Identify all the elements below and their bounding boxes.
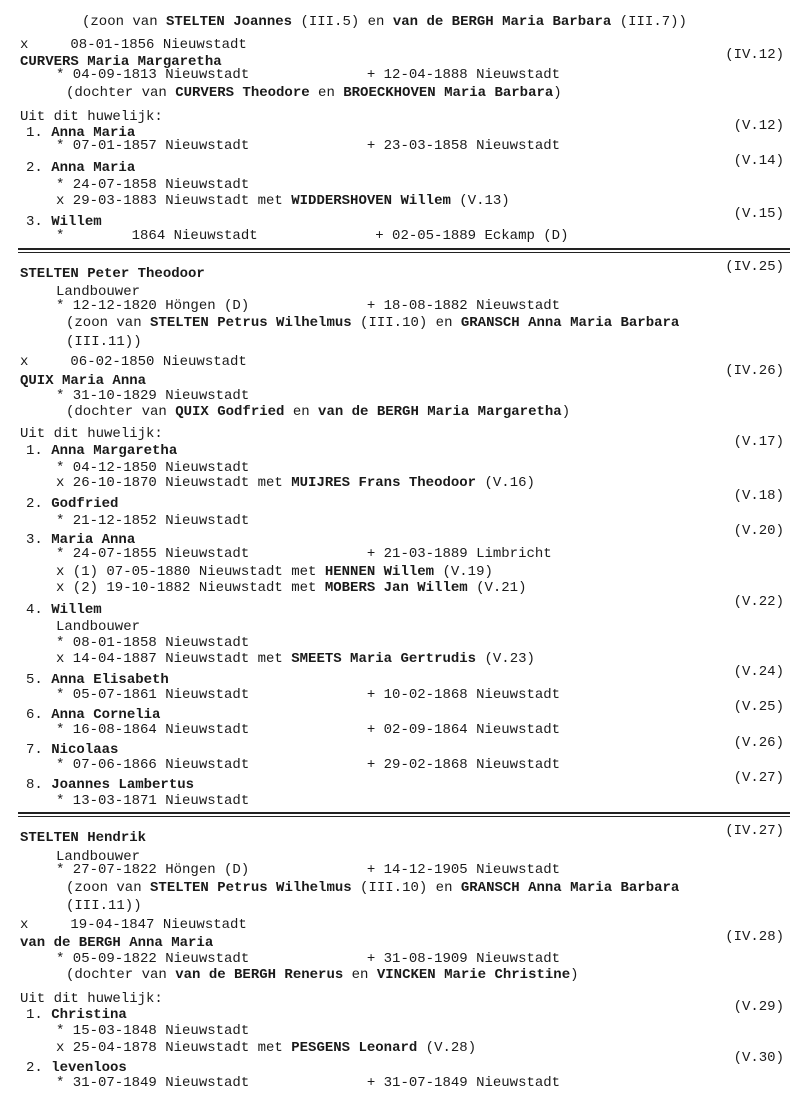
person-name: MOBERS Jan Willem: [324, 580, 468, 596]
generation-reference: (V.18): [733, 488, 784, 504]
line-text: * 24-07-1855 Nieuwstadt + 21-03-1889 Limbricht: [56, 546, 552, 562]
line-text: x 25-04-1878 Nieuwstadt met: [56, 1040, 292, 1056]
line-text: x 14-04-1887 Nieuwstadt met: [56, 651, 292, 667]
text-line: [56, 951, 560, 968]
text-line: [20, 354, 247, 371]
person-name: HENNEN Willem: [324, 564, 435, 580]
line-text: * 04-12-1850 Nieuwstadt: [56, 460, 250, 476]
text-line: [66, 334, 142, 351]
line-text: * 07-06-1866 Nieuwstadt + 29-02-1868 Nieuwstadt: [56, 757, 561, 773]
text-line: [56, 298, 560, 315]
generation-reference: (IV.27): [725, 823, 784, 839]
text-line: [66, 404, 570, 421]
line-text: Landbouwer: [56, 284, 141, 300]
person-name: WIDDERSHOVEN Willem: [291, 193, 451, 209]
person-name: STELTEN Petrus Wilhelmus: [150, 880, 352, 896]
text-line: [56, 1040, 476, 1057]
line-text: (III.10) en: [351, 315, 461, 331]
text-line: [56, 564, 493, 581]
line-text: (V.23): [476, 651, 535, 667]
text-line: [56, 475, 535, 492]
line-text: (zoon van: [66, 880, 151, 896]
line-text: x 06-02-1850 Nieuwstadt: [20, 354, 247, 370]
text-line: [56, 513, 249, 530]
line-text: (III.11)): [66, 334, 142, 350]
line-text: 6.: [26, 707, 52, 723]
line-text: * 31-07-1849 Nieuwstadt + 31-07-1849 Nieuwstadt: [56, 1075, 561, 1091]
text-line: [56, 138, 560, 155]
generation-reference: (V.30): [733, 1050, 784, 1066]
section-divider: [18, 812, 790, 817]
text-line: [20, 917, 247, 934]
generation-reference: (IV.12): [725, 47, 784, 63]
line-text: 1.: [26, 125, 52, 141]
person-name: Anna Cornelia: [51, 707, 161, 723]
text-line: [56, 757, 560, 774]
section-divider: [18, 248, 790, 253]
generation-reference: (V.25): [733, 699, 784, 715]
generation-reference: (IV.25): [725, 259, 784, 275]
line-text: * 05-07-1861 Nieuwstadt + 10-02-1868 Nieuwstadt: [56, 687, 561, 703]
line-text: 8.: [26, 777, 52, 793]
line-text: * 31-10-1829 Nieuwstadt: [56, 388, 250, 404]
line-text: * 05-09-1822 Nieuwstadt + 31-08-1909 Nieuwstadt: [56, 951, 561, 967]
generation-reference: (V.27): [733, 770, 784, 786]
line-text: ): [570, 967, 579, 983]
person-name: VINCKEN Marie Christine: [376, 967, 571, 983]
text-line: [20, 935, 213, 952]
person-name: MUIJRES Frans Theodoor: [291, 475, 477, 491]
text-line: [66, 880, 679, 897]
person-name: Willem: [51, 214, 102, 230]
generation-reference: (V.26): [733, 735, 784, 751]
person-name: Anna Margaretha: [51, 443, 178, 459]
line-text: (V.21): [467, 580, 527, 596]
line-text: en: [284, 404, 319, 420]
line-text: x 19-04-1847 Nieuwstadt: [20, 917, 247, 933]
text-line: [56, 388, 249, 405]
text-line: [56, 722, 560, 739]
line-text: 1.: [26, 1007, 52, 1023]
line-text: x 29-03-1883 Nieuwstadt met: [56, 193, 292, 209]
line-text: (III.11)): [66, 898, 142, 914]
line-text: 1.: [26, 443, 52, 459]
person-name: Christina: [51, 1007, 127, 1023]
person-name: Godfried: [51, 496, 119, 512]
text-line: [20, 266, 205, 283]
generation-reference: (V.14): [733, 153, 784, 169]
line-text: Uit dit huwelijk:: [20, 991, 163, 1007]
person-name: QUIX Maria Anna: [20, 373, 147, 389]
person-name: BROECKHOVEN Maria Barbara: [343, 85, 554, 101]
text-line: [26, 777, 194, 794]
person-name: SMEETS Maria Gertrudis: [291, 651, 477, 667]
line-text: (V.19): [434, 564, 493, 580]
generation-reference: (V.29): [733, 999, 784, 1015]
line-text: ): [561, 404, 571, 420]
text-line: [20, 991, 163, 1008]
line-text: Landbouwer: [56, 619, 141, 635]
person-name: Anna Maria: [51, 125, 136, 141]
person-name: Anna Maria: [51, 160, 136, 176]
line-text: * 16-08-1864 Nieuwstadt + 02-09-1864 Nieuwstadt: [56, 722, 561, 738]
person-name: GRANSCH Anna Maria Barbara: [460, 315, 680, 331]
person-name: STELTEN Peter Theodoor: [20, 266, 205, 282]
text-line: [20, 109, 163, 126]
person-name: QUIX Godfried: [175, 404, 285, 420]
text-line: [56, 619, 140, 636]
text-line: [20, 37, 247, 54]
line-text: 2.: [26, 496, 52, 512]
generation-reference: (V.20): [733, 523, 784, 539]
line-text: (III.10) en: [351, 880, 461, 896]
person-name: STELTEN Petrus Wilhelmus: [150, 315, 352, 331]
text-line: [26, 443, 177, 460]
text-line: [26, 1007, 127, 1024]
line-text: (V.16): [476, 475, 535, 491]
person-name: STELTEN Joannes: [166, 14, 293, 30]
line-text: * 21-12-1852 Nieuwstadt: [56, 513, 250, 529]
text-line: [26, 496, 118, 513]
person-name: PESGENS Leonard: [291, 1040, 418, 1056]
text-line: [56, 793, 249, 810]
text-line: [56, 580, 526, 597]
line-text: * 08-01-1858 Nieuwstadt: [56, 635, 250, 651]
line-text: (III.7)): [611, 14, 687, 30]
generation-reference: (V.12): [733, 118, 784, 134]
line-text: * 07-01-1857 Nieuwstadt + 23-03-1858 Nieuwstadt: [56, 138, 561, 154]
line-text: (zoon van: [66, 315, 151, 331]
generation-reference: (V.17): [733, 434, 784, 450]
text-line: [56, 67, 560, 84]
line-text: x (2) 19-10-1882 Nieuwstadt met: [56, 580, 325, 596]
line-text: (dochter van: [66, 85, 176, 101]
person-name: van de BERGH Anna Maria: [20, 935, 214, 951]
line-text: (dochter van: [66, 967, 176, 983]
line-text: en: [343, 967, 377, 983]
generation-reference: (V.22): [733, 594, 784, 610]
line-text: 7.: [26, 742, 52, 758]
text-line: [56, 862, 560, 879]
text-line: [26, 602, 102, 619]
text-line: [82, 14, 687, 31]
generation-reference: (V.24): [733, 664, 784, 680]
line-text: en: [309, 85, 344, 101]
line-text: 4.: [26, 602, 52, 618]
line-text: 2.: [26, 1060, 52, 1076]
line-text: * 04-09-1813 Nieuwstadt + 12-04-1888 Nieuwstadt: [56, 67, 561, 83]
person-name: CURVERS Maria Margaretha: [20, 54, 222, 70]
line-text: * 12-12-1820 Höngen (D) + 18-08-1882 Nieuwstadt: [56, 298, 561, 314]
text-line: [56, 1075, 560, 1092]
text-line: [56, 635, 249, 652]
line-text: (dochter van: [66, 404, 176, 420]
line-text: * 13-03-1871 Nieuwstadt: [56, 793, 250, 809]
person-name: Willem: [51, 602, 102, 618]
person-name: levenloos: [51, 1060, 127, 1076]
line-text: x (1) 07-05-1880 Nieuwstadt met: [56, 564, 325, 580]
person-name: Anna Elisabeth: [51, 672, 169, 688]
line-text: * 1864 Nieuwstadt + 02-05-1889 Eckamp (D): [56, 228, 569, 244]
line-text: (III.5) en: [292, 14, 393, 30]
generation-reference: (IV.28): [725, 929, 784, 945]
line-text: (V.28): [417, 1040, 477, 1056]
line-text: 3.: [26, 532, 52, 548]
text-line: [56, 177, 249, 194]
text-line: [56, 687, 560, 704]
person-name: Joannes Lambertus: [51, 777, 195, 793]
text-line: [20, 830, 146, 847]
line-text: * 27-07-1822 Höngen (D) + 14-12-1905 Nieuwstadt: [56, 862, 561, 878]
line-text: 2.: [26, 160, 52, 176]
person-name: van de BERGH Renerus: [175, 967, 344, 983]
line-text: 5.: [26, 672, 52, 688]
line-text: * 24-07-1858 Nieuwstadt: [56, 177, 250, 193]
generation-reference: (V.15): [733, 206, 784, 222]
generation-reference: (IV.26): [725, 363, 784, 379]
person-name: Maria Anna: [51, 532, 136, 548]
person-name: CURVERS Theodore: [175, 85, 310, 101]
person-name: van de BERGH Maria Margaretha: [318, 404, 562, 420]
line-text: ): [553, 85, 562, 101]
person-name: van de BERGH Maria Barbara: [392, 14, 612, 30]
line-text: (V.13): [450, 193, 510, 209]
line-text: x 08-01-1856 Nieuwstadt: [20, 37, 247, 53]
text-line: [66, 967, 579, 984]
line-text: Landbouwer: [56, 849, 141, 865]
text-line: [56, 1023, 249, 1040]
text-line: [56, 546, 552, 563]
person-name: STELTEN Hendrik: [20, 830, 147, 846]
line-text: (zoon van: [82, 14, 167, 30]
text-line: [56, 193, 510, 210]
text-line: [26, 160, 135, 177]
line-text: x 26-10-1870 Nieuwstadt met: [56, 475, 292, 491]
text-line: [56, 651, 535, 668]
text-line: [66, 315, 679, 332]
line-text: Uit dit huwelijk:: [20, 109, 163, 125]
line-text: 3.: [26, 214, 52, 230]
line-text: * 15-03-1848 Nieuwstadt: [56, 1023, 250, 1039]
line-text: Uit dit huwelijk:: [20, 426, 163, 442]
text-line: [66, 85, 562, 102]
person-name: GRANSCH Anna Maria Barbara: [460, 880, 680, 896]
text-line: [20, 426, 163, 443]
text-line: [66, 898, 142, 915]
text-line: [56, 228, 568, 245]
person-name: Nicolaas: [51, 742, 119, 758]
